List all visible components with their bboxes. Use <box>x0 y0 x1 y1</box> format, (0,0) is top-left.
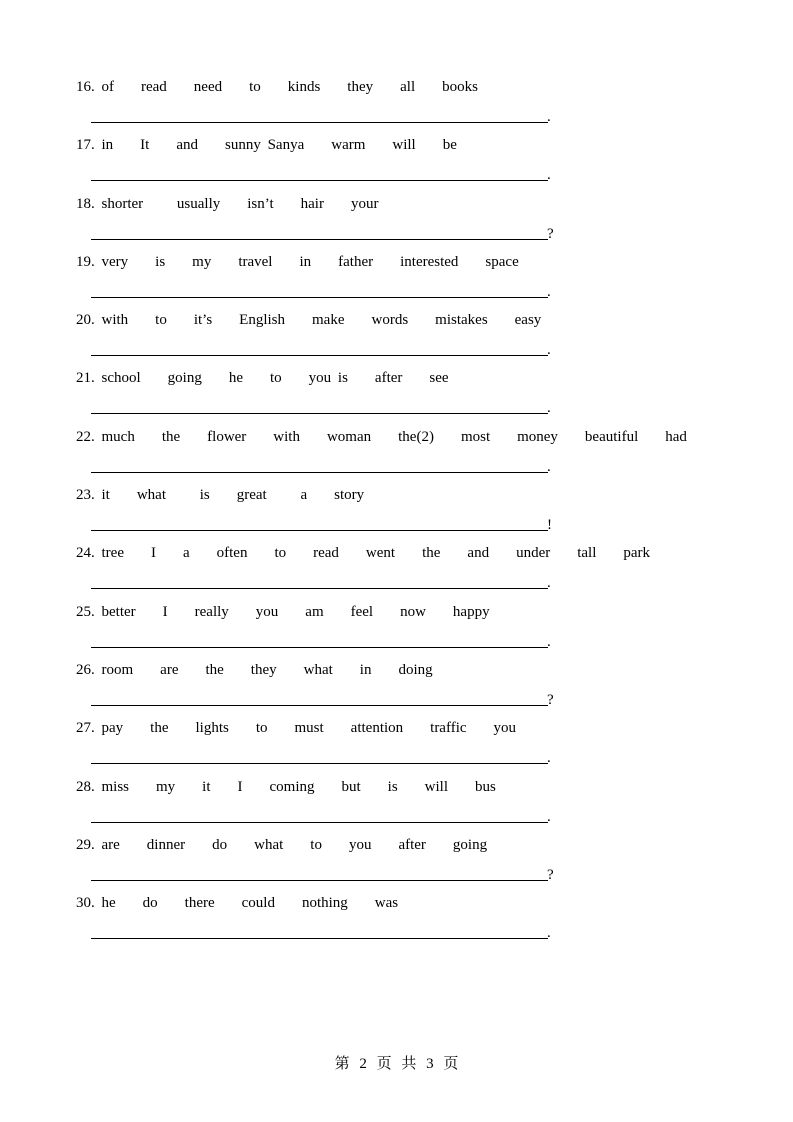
end-punctuation: . <box>547 283 551 300</box>
question-item <box>0 247 793 305</box>
question-item <box>0 480 793 538</box>
question-prompt: 16. of read need to kinds they all books <box>76 79 478 95</box>
question-item <box>0 189 793 247</box>
question-item <box>0 713 793 771</box>
answer-line[interactable] <box>91 822 548 823</box>
answer-line[interactable] <box>91 705 548 706</box>
question-item <box>0 130 793 188</box>
end-punctuation: . <box>547 109 551 125</box>
answer-line[interactable] <box>91 588 548 589</box>
question-list <box>0 72 793 946</box>
answer-line[interactable] <box>91 180 548 181</box>
end-punctuation: ? <box>547 691 554 708</box>
question-prompt: 18. shorter usually isn’t hair your <box>76 195 379 212</box>
question-item <box>0 305 793 363</box>
question-prompt: 17. in It and sunny Sanya warm will be <box>76 137 457 154</box>
question-item <box>0 363 793 421</box>
question-item <box>0 422 793 480</box>
question-item <box>0 772 793 830</box>
answer-line[interactable] <box>91 938 548 939</box>
answer-line[interactable] <box>91 530 548 531</box>
answer-line[interactable] <box>91 413 548 414</box>
end-punctuation: ? <box>547 225 554 242</box>
answer-line[interactable] <box>91 647 548 648</box>
question-item <box>0 597 793 655</box>
end-punctuation: . <box>547 925 551 942</box>
question-prompt: 24. tree I a often to read went the and under tall park <box>76 545 651 562</box>
end-punctuation: ? <box>547 866 554 883</box>
question-item <box>0 655 793 713</box>
question-prompt: 28. miss my it I coming but is will bus <box>76 778 496 795</box>
end-punctuation: . <box>547 808 551 825</box>
end-punctuation: . <box>547 575 551 592</box>
question-prompt: 29. are dinner do what to you after going <box>76 836 488 853</box>
answer-line[interactable] <box>91 763 548 764</box>
question-prompt: 21. school going he to you is after see <box>76 370 449 387</box>
answer-line[interactable] <box>91 239 548 240</box>
end-punctuation: . <box>547 633 551 650</box>
question-prompt: 22. much the flower with woman the(2) most money beautiful had <box>76 428 687 445</box>
question-item <box>0 888 793 946</box>
question-prompt: 27. pay the lights to must attention traffic you <box>76 720 517 737</box>
question-item <box>0 830 793 888</box>
page-footer: 第 2 页 共 3 页 <box>334 1056 459 1072</box>
question-prompt: 20. with to it’s English make words mistakes easy <box>76 312 542 329</box>
end-punctuation: ! <box>547 517 552 534</box>
question-item <box>0 72 793 130</box>
answer-line[interactable] <box>91 880 548 881</box>
end-punctuation: . <box>547 750 551 767</box>
end-punctuation: . <box>547 167 551 184</box>
end-punctuation: . <box>547 342 551 359</box>
end-punctuation: . <box>547 458 551 475</box>
end-punctuation: . <box>547 400 551 417</box>
answer-line[interactable] <box>91 472 548 473</box>
question-prompt: 30. he do there could nothing was <box>76 895 399 912</box>
question-prompt: 19. very is my travel in father interested space <box>76 253 519 270</box>
question-prompt: 25. better I really you am feel now happy <box>76 603 490 620</box>
answer-line[interactable] <box>91 355 548 356</box>
question-prompt: 23. it what is great a story <box>76 487 365 504</box>
question-item <box>0 538 793 596</box>
answer-line[interactable] <box>91 297 548 298</box>
question-prompt: 26. room are the they what in doing <box>76 661 433 678</box>
answer-line[interactable] <box>91 122 548 123</box>
